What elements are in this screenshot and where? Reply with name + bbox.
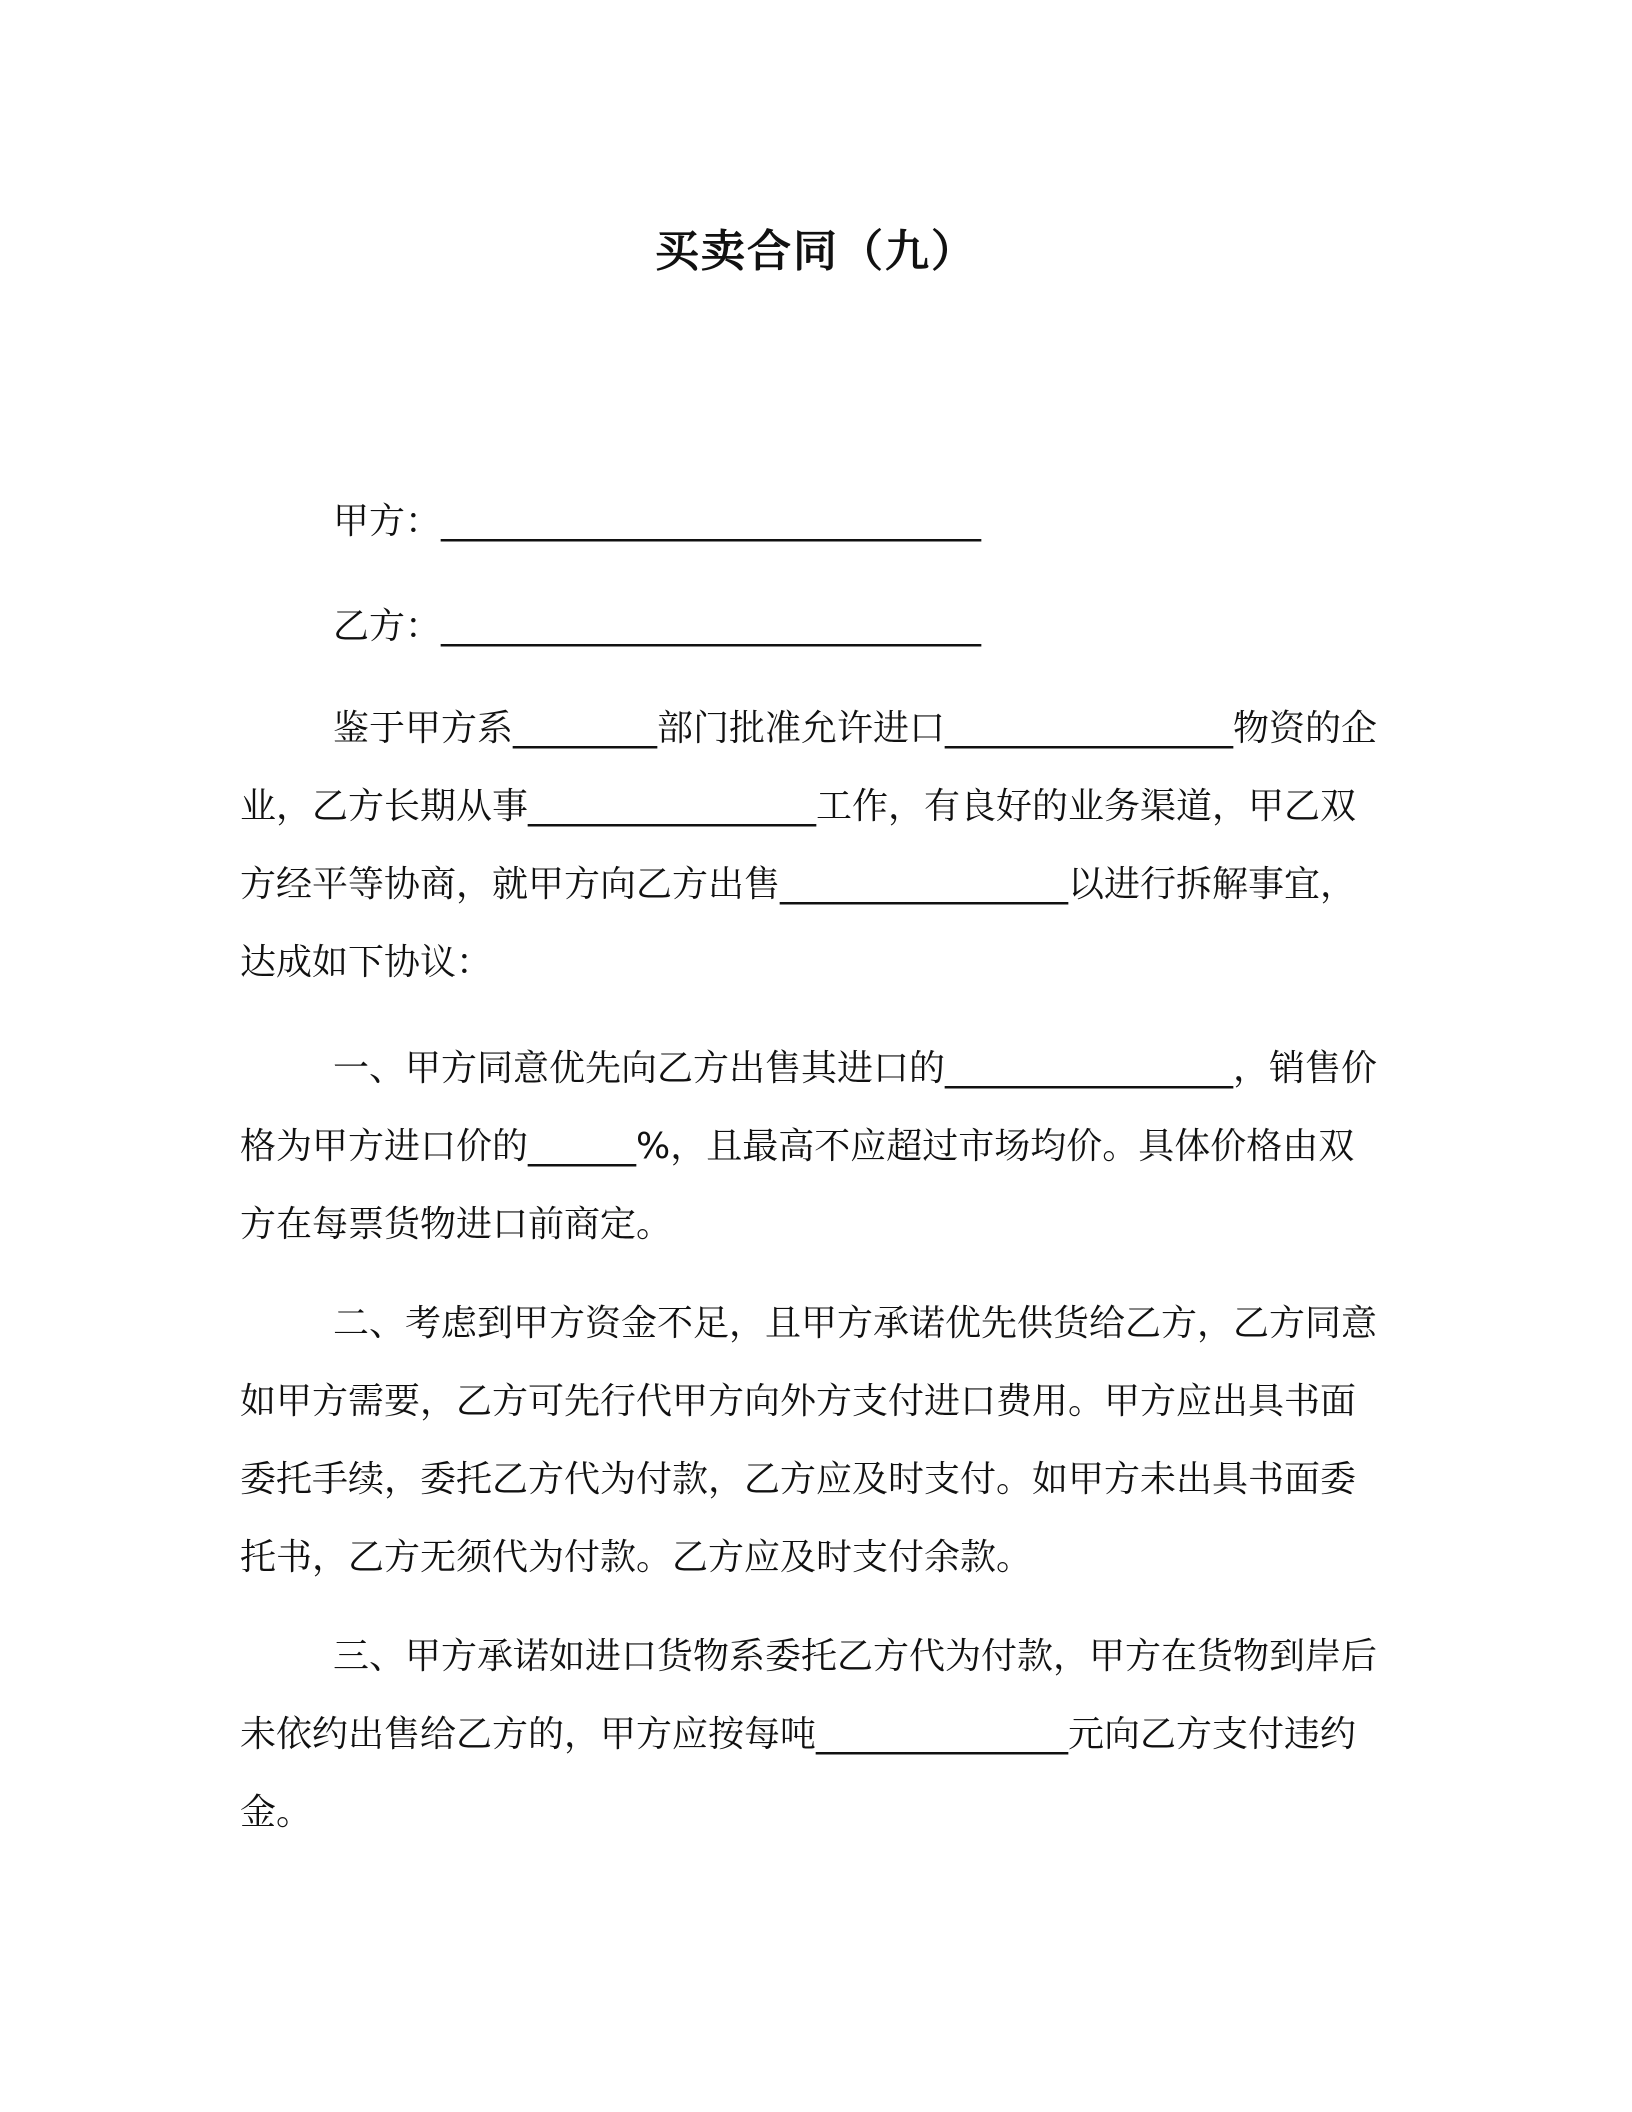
party-b-line: 乙方：______________________________ xyxy=(333,606,982,647)
party-a-line: 甲方：______________________________ xyxy=(333,501,982,542)
clause-3-paragraph: 三、甲方承诺如进口货物系委托乙方代为付款，甲方在货物到岸后未依约出售给乙方的，甲方应按每吨______________元向乙方支付违约金。 xyxy=(240,1636,1378,1833)
clause-2-paragraph: 二、考虑到甲方资金不足，且甲方承诺优先供货给乙方，乙方同意如甲方需要，乙方可先行代甲方向外方支付进口费用。甲方应出具书面委托手续，委托乙方代为付款，乙方应及时支付。如甲方未出具书面委托书，乙方无须代为付款。乙方应及时支付余款。 xyxy=(240,1303,1378,1578)
document-title: 买卖合同（九） xyxy=(655,226,977,277)
clause-1-paragraph: 一、甲方同意优先向乙方出售其进口的________________，销售价格为甲方进口价的______%，且最高不应超过市场均价。具体价格由双方在每票货物进口前商定。 xyxy=(240,1048,1378,1245)
intro-paragraph: 鉴于甲方系________部门批准允许进口________________物资的企业，乙方长期从事________________工作，有良好的业务渠道，甲乙双方经平等协商，就甲方向乙方出售________________以进行拆解事宜，达成如下协议： xyxy=(240,708,1378,983)
